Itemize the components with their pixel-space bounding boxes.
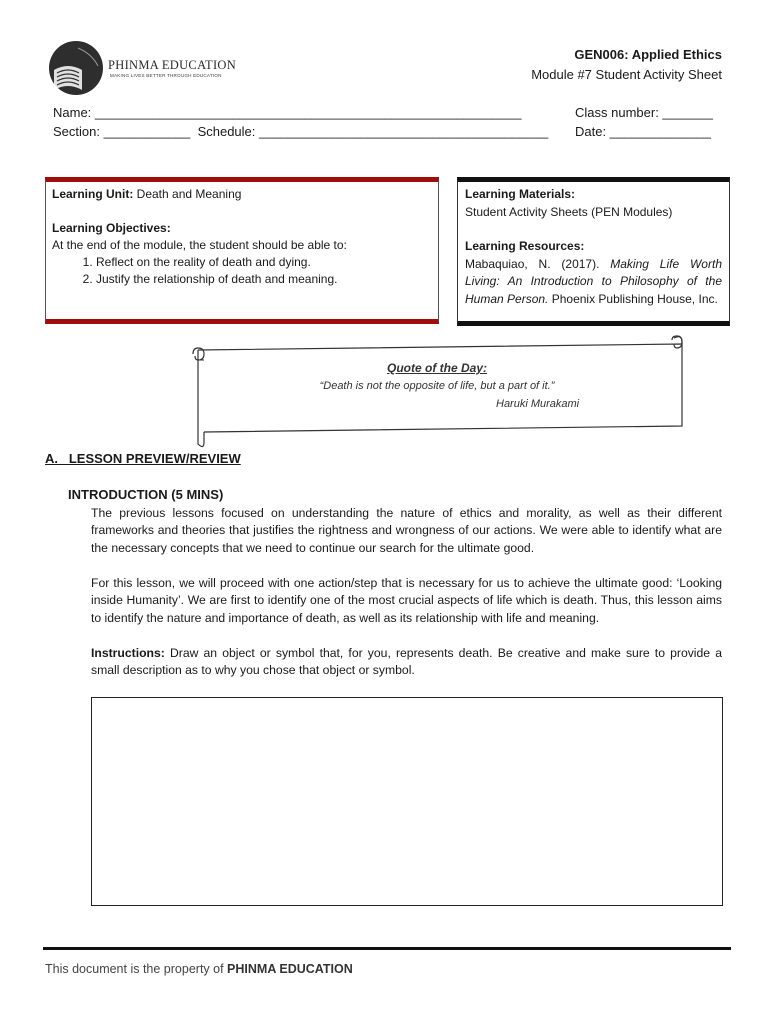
name-field[interactable]: Name: ___________________________________________________________ xyxy=(53,105,522,120)
learning-unit-value: Death and Meaning xyxy=(136,187,242,201)
learning-objectives-label: Learning Objectives: xyxy=(52,221,171,235)
learning-resources-label: Learning Resources: xyxy=(465,239,585,253)
phinma-globe-icon xyxy=(48,40,108,96)
instructions-text: Draw an object or symbol that, for you, represents death. Be creative and make sure to provide a small description as to why you chose that object or symbol. xyxy=(91,646,722,678)
course-title: GEN006: Applied Ethics xyxy=(574,47,722,62)
logo-tagline: MAKING LIVES BETTER THROUGH EDUCATION xyxy=(110,73,222,78)
footer-text xyxy=(45,962,353,976)
intro-heading: INTRODUCTION (5 MINS) xyxy=(68,487,224,502)
learning-materials-value: Student Activity Sheets (PEN Modules) xyxy=(465,204,673,219)
drawing-area[interactable] xyxy=(91,697,723,906)
learning-resource-citation xyxy=(465,256,722,309)
learning-objectives-intro: At the end of the module, the student should be able to: xyxy=(52,238,347,252)
resource-author: Mabaquiao, N. (2017). xyxy=(465,256,600,271)
instructions-paragraph xyxy=(91,645,722,680)
resource-publisher: Phoenix Publishing House, Inc. xyxy=(551,291,718,306)
learning-unit-row xyxy=(52,186,432,203)
quote-text: “Death is not the opposite of life, but a part of it.” xyxy=(319,380,555,392)
learning-unit-box xyxy=(45,177,439,324)
objectives-list xyxy=(52,254,432,288)
instructions-label: Instructions: xyxy=(91,646,165,660)
objective-item: 1. Reflect on the reality of death and dying. xyxy=(96,254,432,271)
section-schedule-field[interactable]: Section: ____________ Schedule: ________________________________________ xyxy=(53,124,549,139)
learning-materials-box xyxy=(457,177,730,326)
learning-unit-label: Learning Unit: xyxy=(52,187,134,201)
date-field[interactable]: Date: ______________ xyxy=(575,124,711,139)
objective-item: 2. Justify the relationship of death and meaning. xyxy=(96,271,432,288)
quote-title: Quote of the Day: xyxy=(386,361,487,375)
scroll-banner-icon xyxy=(188,334,688,450)
module-title: Module #7 Student Activity Sheet xyxy=(531,67,722,82)
intro-paragraph-1: The previous lessons focused on understanding the nature of ethics and morality, as well as their different frameworks and theories that justifies the rightness and wrongness of our actions. We were able to identify what are the necessary concepts that we need to continue our search for the ultimate good. xyxy=(91,506,722,555)
intro-paragraph-2: For this lesson, we will proceed with one action/step that is necessary for us to achieve the ultimate good: ‘Looking inside Humanity’. We are first to identify one of the most crucial aspects of life which is death. Thus, this lesson aims to identify the nature and importance of death, as well as its relationship with life and meaning. xyxy=(91,576,722,625)
quote-author: Haruki Murakami xyxy=(496,398,580,410)
resource-title: Making Life Worth Living: An Introduction to Philosophy of the Human Person. xyxy=(465,256,722,306)
class-number-field[interactable]: Class number: _______ xyxy=(575,105,714,120)
logo-name: PHINMA EDUCATION xyxy=(108,58,237,72)
footer-divider xyxy=(43,947,731,950)
footer-owner: PHINMA EDUCATION xyxy=(227,962,353,976)
footer-prefix: This document is the property of xyxy=(45,962,224,976)
section-heading: A. LESSON PREVIEW/REVIEW xyxy=(45,451,241,466)
learning-materials-label: Learning Materials: xyxy=(465,187,576,201)
